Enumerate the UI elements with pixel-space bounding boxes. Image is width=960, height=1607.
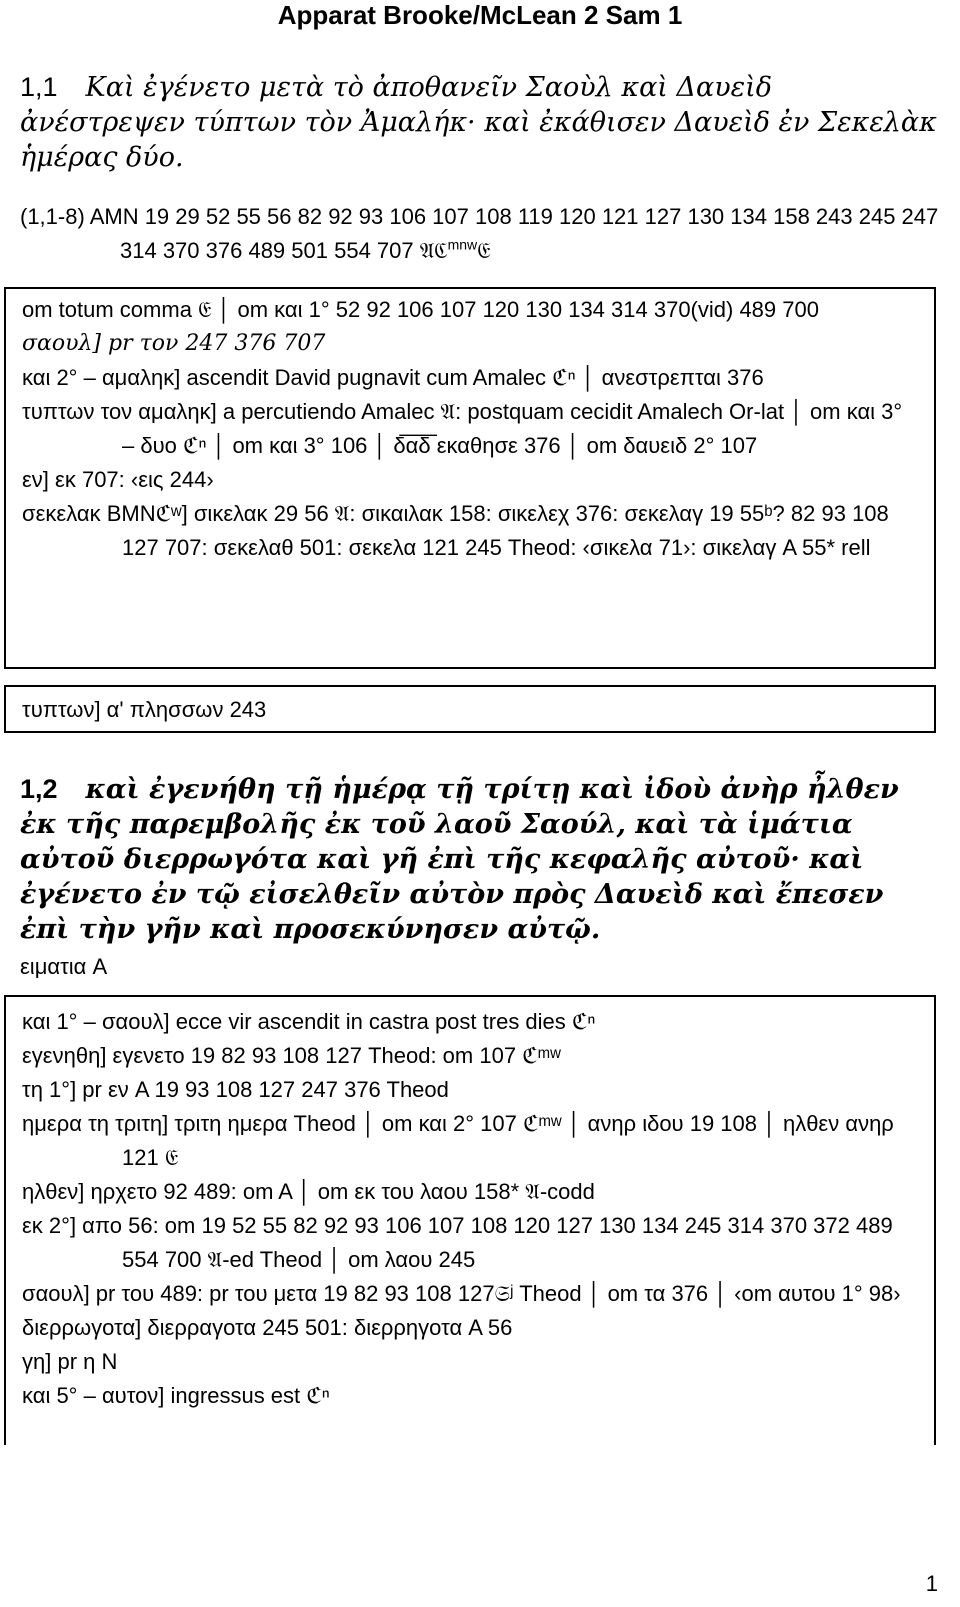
verse-1-1 <box>20 70 940 175</box>
apparatus-line: και 2° – αμαληκ] ascendit David pugnavit cum Amalec ℭⁿ │ ανεστρεπται 376 <box>22 365 764 390</box>
apparatus-line: εν] εκ 707: ‹εις 244› <box>22 467 214 492</box>
apparatus-line: εγενηθη] εγενετο 19 82 93 108 127 Theod: om 107 ℭᵐʷ <box>22 1043 561 1068</box>
apparatus-line: ηλθεν] ηρχετο 92 489: om A │ om εκ του λαου 158* 𝔄-codd <box>22 1179 595 1204</box>
verse-text: Καὶ ἐγένετο μετὰ τὸ ἀποθανεῖν Σαοὺλ καὶ Δαυεὶδ ἀνέστρεψεν τύπτων τὸν Ἀμαλήκ· καὶ ἐκάθισεν Δαυεὶδ ἐν Σεκελὰκ ἡμέρας δύο. <box>20 72 937 173</box>
page-number: 1 <box>925 1571 938 1596</box>
apparatus-box-1 <box>4 287 936 669</box>
manuscript-sup: mnw <box>447 236 478 253</box>
apparatus-line: τυπτων τον αμαληκ] a percutiendo Amalec 𝔄: postquam cecidit Amalech Or-lat │ om και 3° – δυο ℭⁿ │ om και 3° 106 │ δ̅α̅δ̅ εκαθησε 376 │ om δαυειδ 2° 107 <box>22 399 903 458</box>
apparatus-line: και 1° – σαουλ] ecce vir ascendit in castra post tres dies ℭⁿ <box>22 1009 596 1034</box>
apparatus-line: τυπτων] α' πλησσων 243 <box>22 697 267 722</box>
verse-number: 1,2 <box>20 774 58 804</box>
page-title: Apparat Brooke/McLean 2 Sam 1 <box>277 0 683 30</box>
apparatus-line: ημερα τη τριτη] τριτη ημερα Theod │ om και 2° 107 ℭᵐʷ │ ανηρ ιδου 19 108 │ ηλθεν ανηρ 121 𝔈 <box>22 1111 894 1170</box>
apparatus-line: διερρωγοτα] διερραγοτα 245 501: διερρηγοτα A 56 <box>22 1315 513 1340</box>
apparatus-line: και 5° – αυτον] ingressus est ℭⁿ <box>22 1383 330 1408</box>
manuscript-end: 𝔈 <box>477 238 491 263</box>
apparatus-line: τη 1°] pr εν A 19 93 108 127 247 376 Theod <box>22 1077 449 1102</box>
apparatus-line: σαουλ] pr του 489: pr του μετα 19 82 93 108 127𝔖ʲ Theod │ om τα 376 │ ‹om αυτου 1° 98› <box>22 1281 901 1306</box>
verse-number: 1,1 <box>20 72 58 102</box>
apparatus-line: σεκελακ BMNℭʷ] σικελακ 29 56 𝔄: σικαιλακ 158: σικελεχ 376: σεκελαγ 19 55ᵇ? 82 93 108 127 707: σεκελαθ 501: σεκελα 121 245 Theod: ‹σικελα 71›: σικελαγ A 55* rell <box>22 501 889 560</box>
apparatus-line: γη] pr η N <box>22 1349 118 1374</box>
note: ειματια A <box>20 954 108 979</box>
verse-1-2 <box>20 772 940 947</box>
apparatus-line: εκ 2°] απο 56: om 19 52 55 82 92 93 106 107 108 120 127 130 134 245 314 370 372 489 554 700 𝔄-ed Theod │ om λαου 245 <box>22 1213 893 1272</box>
apparatus-line: om totum comma 𝔈 │ om και 1° 52 92 106 107 120 130 134 314 370(vid) 489 700 <box>22 297 819 322</box>
manuscript-list <box>20 200 940 268</box>
apparatus-box-2 <box>4 685 936 733</box>
apparatus-line: σαουλ] pr τον 247 376 707 <box>22 331 326 356</box>
verse-text: καὶ ἐγενήθη τῇ ἡμέρᾳ τῇ τρίτῃ καὶ ἰδοὺ ἀνὴρ ἦλθεν ἐκ τῆς παρεμβολῆς ἐκ τοῦ λαοῦ Σαούλ, καὶ τὰ ἱμάτια αὐτοῦ διερρωγότα καὶ γῆ ἐπὶ τῆς κεφαλῆς αὐτοῦ· καὶ ἐγένετο ἐν τῷ εἰσελθεῖν αὐτὸν πρὸς Δαυεὶδ καὶ ἔπεσεν ἐπὶ τὴν γῆν καὶ προσεκύνησεν αὐτῷ. <box>20 774 899 945</box>
apparatus-box-3 <box>4 995 936 1445</box>
manuscript-sigla: (1,1-8) AMN 19 29 52 55 56 82 92 93 106 107 108 119 120 121 127 130 134 158 243 245 247 314 370 376 489 501 554 707 𝔄ℭ <box>20 204 939 263</box>
